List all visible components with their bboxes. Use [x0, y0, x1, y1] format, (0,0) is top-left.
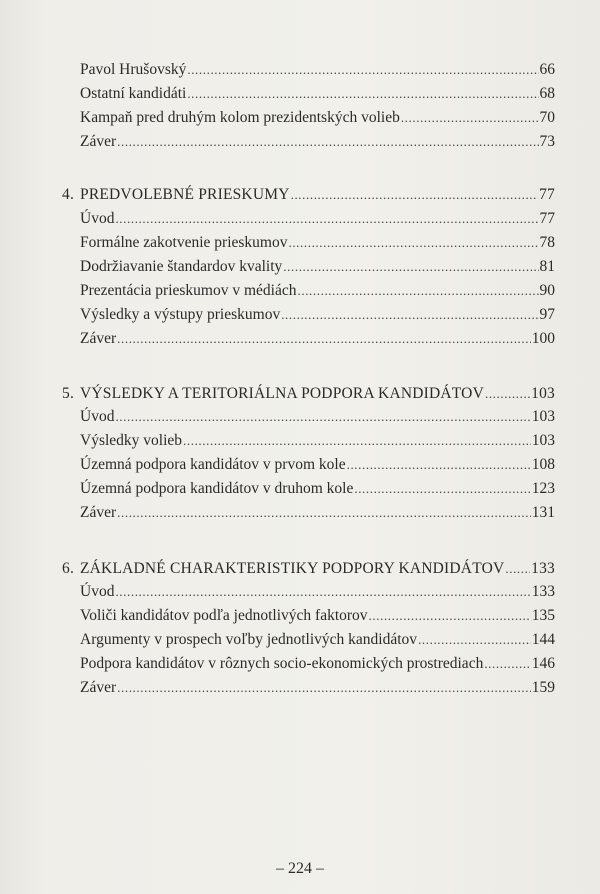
- toc-entry-page: 144: [531, 631, 555, 648]
- toc-entry-page: 70: [539, 109, 555, 126]
- toc-entry-page: 159: [531, 679, 555, 696]
- leader-dots: [283, 255, 538, 279]
- leader-dots: [354, 477, 530, 501]
- toc-entry: [0, 405, 600, 429]
- toc-entry: [0, 82, 600, 106]
- chapter-number: 4.: [62, 186, 75, 203]
- chapter-page: 103: [531, 385, 555, 402]
- toc-entry-label: Argumenty v prospech voľby jednotlivých kandidátov: [80, 631, 418, 648]
- leader-dots: [347, 453, 531, 477]
- toc-entry: [0, 501, 600, 525]
- leader-dots: [115, 405, 530, 429]
- toc-entry-label: Výsledky a výstupy prieskumov: [80, 306, 281, 323]
- toc-entry: [0, 255, 600, 279]
- toc-entry: [0, 106, 600, 130]
- toc-entry-label: Záver: [80, 679, 117, 696]
- toc-entry-label: Formálne zakotvenie prieskumov: [80, 234, 288, 251]
- toc-entry-label: Územná podpora kandidátov v druhom kole: [80, 480, 354, 497]
- chapter-title: ZÁKLADNÉ CHARAKTERISTIKY PODPORY KANDIDÁTOV: [80, 560, 505, 577]
- leader-dots: [401, 106, 539, 130]
- toc-entry: [0, 676, 600, 700]
- toc-entry-page: 81: [539, 258, 555, 275]
- toc-entry-label: Kampaň pred druhým kolom prezidentských volieb: [80, 109, 400, 126]
- toc-entry-page: 123: [531, 480, 555, 497]
- toc-entry: [0, 231, 600, 255]
- toc-entry: [0, 580, 600, 604]
- chapter-page: 133: [531, 560, 555, 577]
- leader-dots: [115, 207, 538, 231]
- toc-entry: [0, 628, 600, 652]
- toc-entry-page: 103: [531, 408, 555, 425]
- toc-entry-page: 78: [539, 234, 555, 251]
- toc-entry-label: Dodržiavanie štandardov kvality: [80, 258, 283, 275]
- leader-dots: [484, 652, 530, 676]
- toc-entry-page: 100: [531, 330, 555, 347]
- toc-entry-label: Voliči kandidátov podľa jednotlivých faktorov: [80, 607, 368, 624]
- toc-entry: [0, 477, 600, 501]
- leader-dots: [117, 501, 531, 525]
- toc-entry-page: 146: [531, 655, 555, 672]
- toc-entry: [0, 303, 600, 327]
- leader-dots: [288, 231, 538, 255]
- toc-entry: [0, 327, 600, 351]
- toc-entry-label: Pavol Hrušovský: [80, 61, 187, 78]
- toc-entry-page: 135: [531, 607, 555, 624]
- leader-dots: [418, 628, 531, 652]
- toc-entry-label: Záver: [80, 504, 117, 521]
- toc-entry-label: Podpora kandidátov v rôznych socio-ekonomických prostrediach: [80, 655, 484, 672]
- leader-dots: [298, 279, 539, 303]
- page-number: – 224 –: [276, 860, 324, 877]
- toc-entry: [0, 279, 600, 303]
- leader-dots: [117, 130, 538, 154]
- toc-entry: [0, 429, 600, 453]
- toc-entry: [0, 453, 600, 477]
- leader-dots: [115, 580, 530, 604]
- leader-dots: [117, 676, 531, 700]
- leader-dots: [183, 429, 531, 453]
- toc-entry-page: 66: [539, 61, 555, 78]
- toc-entry: [0, 604, 600, 628]
- toc-entry-page: 90: [539, 282, 555, 299]
- toc-entry-label: Územná podpora kandidátov v prvom kole: [80, 456, 346, 473]
- toc-entry-page: 133: [531, 583, 555, 600]
- chapter-heading: [0, 557, 600, 581]
- toc-entry-page: 131: [531, 504, 555, 521]
- leader-dots: [369, 604, 531, 628]
- toc-entry-label: Úvod: [80, 210, 115, 227]
- leader-dots: [117, 327, 531, 351]
- leader-dots: [187, 82, 538, 106]
- toc-entry-label: Záver: [80, 133, 117, 150]
- toc-entry-label: Prezentácia prieskumov v médiách: [80, 282, 297, 299]
- toc-entry-page: 73: [539, 133, 555, 150]
- toc-entry: [0, 652, 600, 676]
- toc-entry-label: Výsledky volieb: [80, 432, 183, 449]
- toc-entry-label: Záver: [80, 330, 117, 347]
- leader-dots: [505, 557, 530, 581]
- toc-entry: [0, 58, 600, 82]
- leader-dots: [485, 382, 530, 406]
- toc-entry-page: 68: [539, 85, 555, 102]
- leader-dots: [291, 183, 539, 207]
- toc-entry-page: 97: [539, 306, 555, 323]
- toc-entry-page: 77: [539, 210, 555, 227]
- chapter-number: 6.: [62, 560, 75, 577]
- chapter-heading: [0, 382, 600, 406]
- chapter-page: 77: [539, 186, 555, 203]
- chapter-number: 5.: [62, 385, 75, 402]
- leader-dots: [281, 303, 538, 327]
- toc-entry: [0, 207, 600, 231]
- toc-entry-page: 108: [531, 456, 555, 473]
- chapter-title: VÝSLEDKY A TERITORIÁLNA PODPORA KANDIDÁTOV: [80, 385, 484, 402]
- toc-entry-page: 103: [531, 432, 555, 449]
- toc-entry-label: Ostatní kandidáti: [80, 85, 187, 102]
- toc-entry: [0, 130, 600, 154]
- toc-entry-label: Úvod: [80, 408, 115, 425]
- chapter-heading: [0, 183, 600, 207]
- chapter-title: PREDVOLEBNÉ PRIESKUMY: [80, 186, 290, 203]
- leader-dots: [187, 58, 538, 82]
- toc-entry-label: Úvod: [80, 583, 115, 600]
